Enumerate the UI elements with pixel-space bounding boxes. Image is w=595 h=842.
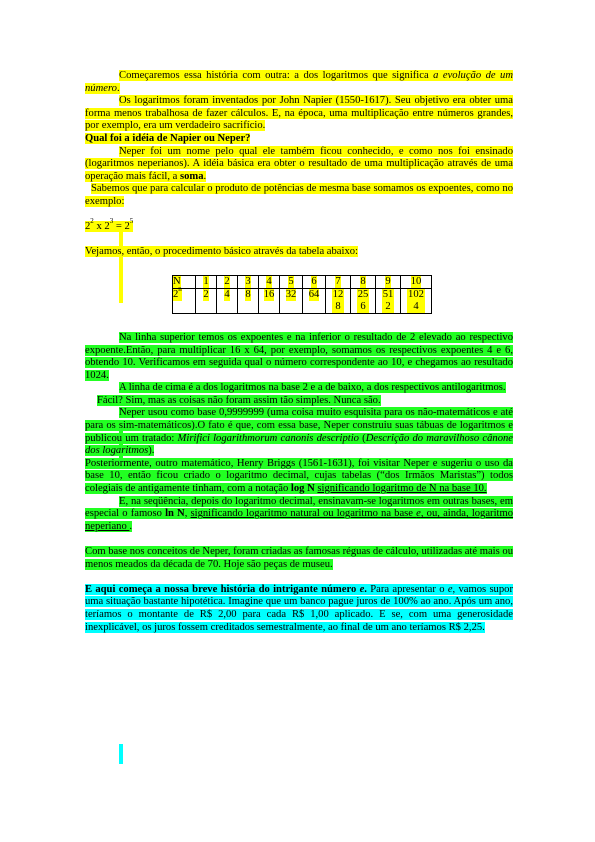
paragraph-number-e: E aqui começa a nossa breve história do intrigante número e. Para apresentar o e, vamos supor uma situação bastante hipotética. Imagine que um banco pague juros de 100% ao ano. Após um ano, teríamos o montante de R$ 2,00 para cada R$ 1,00 aplicado. E se, com uma generosidade inexplicável, os juros fossem creditados semestralmente, ao final de um ano teríamos R$ 2,25. <box>85 583 513 633</box>
change-bar-cyan <box>119 744 123 764</box>
paragraph-napier: Os logaritmos foram inventados por John Napier (1550-1617). Seu objetivo era obter uma forma menos trabalhosa de fazer cálculos. E, na época, uma multiplicação entre números grandes, por exemplo, era um verdadeiro sacrifício. <box>85 95 513 132</box>
paragraph-base-two: A linha de cima é a dos logaritmos na base 2 e a de baixo, a dos respectivos antilogaritmos. <box>119 382 506 394</box>
table-cell: 3 <box>238 275 259 288</box>
table-cell: 4 <box>217 288 238 313</box>
paragraph-briggs: Posteriormente, outro matemático, Henry Briggs (1561-1631), foi visitar Neper e sugeriu o uso da base 10, então ficou criado o logaritmo decimal, cujas tabelas (“dos Irmãos Maristas”) todos colegiais de antigamente tinham, com a notação log N significando logaritmo de N na base 10. <box>85 457 513 495</box>
table-cell: 2$^n$ <box>173 288 196 313</box>
table-cell: 128 <box>326 288 351 313</box>
table-cell: 9 <box>376 275 401 288</box>
table-cell: 1 <box>196 275 217 288</box>
table-cell: 10 <box>401 275 432 288</box>
table-cell: 8 <box>238 288 259 313</box>
paragraph-easy: Fácil? Sim, mas as coisas não foram assim tão simples. Nunca são. <box>97 394 381 406</box>
document-body <box>85 70 513 634</box>
table-cell: 7 <box>326 275 351 288</box>
paragraph-exponents: Sabemos que para calcular o produto de potências de mesma base somamos os expoentes, como no exemplo: <box>85 183 513 207</box>
table-cell: 8 <box>351 275 376 288</box>
table-cell: 64 <box>303 288 326 313</box>
table-cell: N <box>173 275 196 288</box>
table-cell: 32 <box>280 288 303 313</box>
table-row-powers <box>173 288 432 313</box>
table-cell: 2 <box>217 275 238 288</box>
paragraph-slide-rules: Com base nos conceitos de Neper, foram criadas as famosas réguas de cálculo, utilizadas até mais ou menos meados da década de 70. Hoje são peças de museu. <box>85 546 513 570</box>
table-cell: 256 <box>351 288 376 313</box>
table-cell: 512 <box>376 288 401 313</box>
paragraph-natural-log: E, na seqüência, depois do logaritmo decimal, ensinavam-se logaritmos em outras bases, em especial o famoso ln N, significando logaritmo natural ou logaritmo na base e, ou, ainda, logaritmo neperiano . <box>85 495 514 532</box>
section-heading: Qual foi a idéia de Napier ou Neper? <box>85 132 251 144</box>
table-cell: 4 <box>259 275 280 288</box>
table-cell: 1024 <box>401 288 432 313</box>
paragraph-intro: Começaremos essa história com outra: a dos logaritmos que significa a evolução de um número. <box>85 70 513 94</box>
table-cell: 2 <box>196 288 217 313</box>
table-cell: 16 <box>259 288 280 313</box>
exponent-table <box>172 275 432 314</box>
paragraph-neper: Neper foi um nome pelo qual ele também ficou conhecido, e como nos foi ensinado (logaritmos neperianos). A idéia básica era obter o resultado de uma multiplicação através de uma operação mais fácil, a soma. <box>85 145 513 182</box>
table-cell: 6 <box>303 275 326 288</box>
paragraph-table-intro: Vejamos, então, o procedimento básico através da tabela abaixo: <box>85 246 358 258</box>
paragraph-neper-base: Neper usou como base 0,9999999 (uma coisa muito esquisita para os não-matemáticos e até para os sim-matemáticos).O fato é que, com essa base, Neper construiu suas tábuas de logaritmos e publicou um tratado: Mirifici logarithmorum canonis descriptio (Descrição do maravilhoso cânone dos logaritmos). <box>85 407 513 457</box>
paragraph-table-explained: Na linha superior temos os expoentes e na inferior o resultado de 2 elevado ao respectivo expoente.Então, para multiplicar 16 x 64, por exemplo, somamos os respectivos expoentes 4 e 6, obtendo 10. Verificamos em seguida qual o número correspondente ao 10, e chegamos ao resultado 1024. <box>85 331 513 381</box>
power-example: $2^2$ x $2^3 = 2^5$ <box>85 217 134 233</box>
table-row-exponents <box>173 275 432 288</box>
table-cell: 5 <box>280 275 303 288</box>
